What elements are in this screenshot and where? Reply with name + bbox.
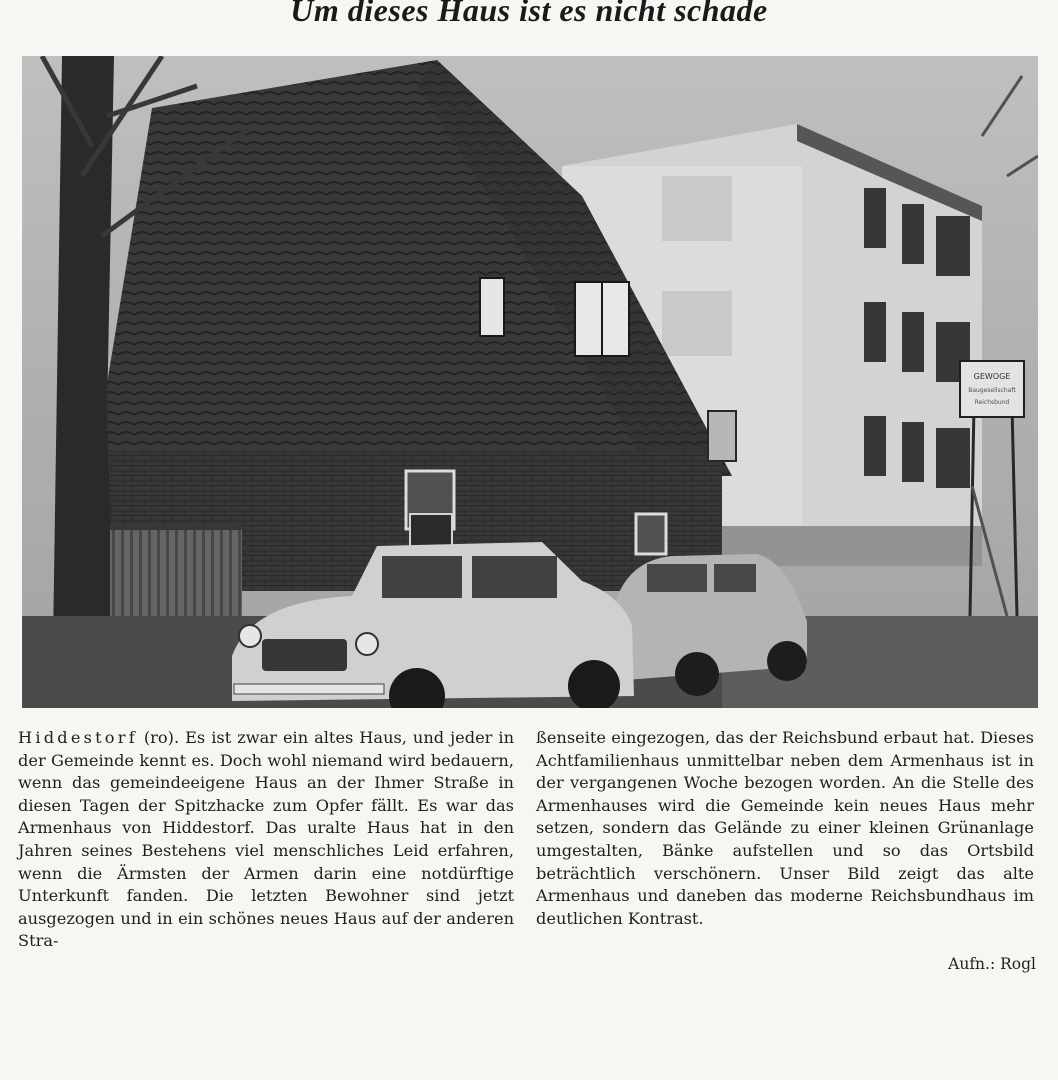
dateline-place: Hiddestorf <box>18 728 138 747</box>
article-column-left <box>18 727 514 953</box>
article-body <box>18 727 1036 987</box>
article-text-left: (ro). Es ist zwar ein altes Haus, und jeder in der Gemeinde kennt es. Doch wohl niemand wird bedauern, wenn das gemeindeeigene Haus an der Ihmer Straße in diesen Tagen der Spitzhacke zum Opfer fällt. Es war das Armenhaus von Hiddestorf. Das uralte Haus hat in den Jahren seines Bestehens viel menschliches Leid erfahren, wenn die Ärmsten der Armen darin eine notdürftige Unterkunft fanden. Die letzten Bewohner sind jetzt ausgezogen und in ein schönes neues Haus auf der anderen Stra- <box>18 728 514 951</box>
photo-credit: Aufn.: Rogl <box>948 955 1036 973</box>
article-column-right: ßenseite eingezogen, das der Reichsbund erbaut hat. Dieses Achtfamilienhaus unmittelbar neben dem Armenhaus ist in der vergangenen Woche bezogen worden. An die Stelle des Armenhauses wird die Gemeinde kein neues Haus mehr setzen, sondern das Gelände zu einer kleinen Grünanlage umgestalten, Bänke aufstellen und so das Ortsbild beträchtlich verschönern. Unser Bild zeigt das alte Armenhaus und daneben das moderne Reichsbundhaus im deutlichen Kontrast. <box>536 728 1034 928</box>
sign-line-3: Reichsbund <box>974 399 1010 406</box>
article-headline: Um dieses Haus ist es nicht schade <box>290 0 768 28</box>
sign-line-1: GEWOGE <box>973 372 1011 381</box>
news-photo <box>22 56 1038 708</box>
sign-line-2: Baugesellschaft <box>968 387 1016 394</box>
